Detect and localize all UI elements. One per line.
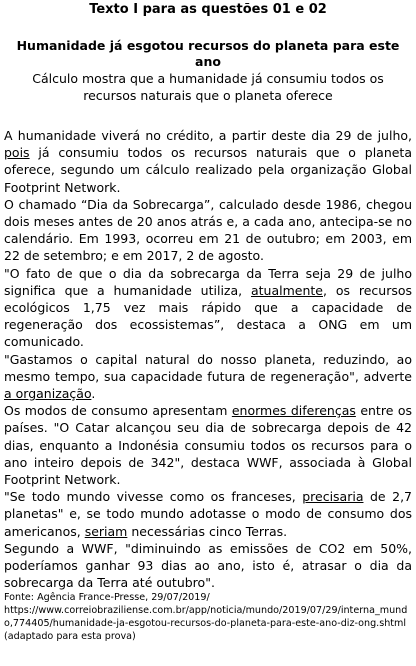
underlined-word-precisaria: precisaria [302,489,364,505]
source-citation [4,591,412,643]
article-body [4,127,412,643]
source-url: https://www.correiobraziliense.com.br/app/noticia/mundo/2019/07/29/interna_mundo,774405/humanidade-ja-esgotou-recursos-do-planeta-para-este-ano-diz-ong.shtml (adaptado para esta prova) [4,605,408,643]
section-heading: Texto I para as questões 01 e 02 [89,2,327,17]
paragraph-1: A humanidade viverá no crédito, a partir deste dia 29 de julho, pois já consumiu todos os recursos naturais que o planeta oferece, segundo um cálculo realizado pela organização Global Footprint Network. [4,128,412,195]
article-subtitle: Cálculo mostra que a humanidade já consumiu todos os recursos naturais que o planeta oferece [32,71,384,103]
paragraph-7: Segundo a WWF, "diminuindo as emissões de CO2 em 50%, poderíamos ganhar 93 dias ao ano, isto é, atrasar o dia da sobrecarga da Terra até outubro". [4,540,412,591]
underlined-phrase-enormes-diferencas: enormes diferenças [231,403,356,419]
paragraph-4: "Gastamos o capital natural do nosso planeta, reduzindo, ao mesmo tempo, sua capacidade futura de regeneração", adverte a organização. [4,351,412,402]
document-page [0,2,416,666]
article-header [4,38,412,104]
paragraph-3: "O fato de que o dia da sobrecarga da Terra seja 29 de julho significa que a humanidade utiliza, atualmente, os recursos ecológicos 1,75 vez mais rápido que a capacidade de regeneração dos ecossistemas”, destaca a ONG em um comunicado. [4,265,413,350]
underlined-word-seriam: seriam [84,523,128,539]
source-line: Fonte: Agência France-Presse, 29/07/2019/ [4,592,210,604]
paragraph-6: "Se todo mundo vivesse como os franceses, precisaria de 2,7 planetas" e, se todo mundo adotasse o modo de consumo dos americanos, seriam necessárias cinco Terras. [4,489,412,539]
underlined-word-pois: pois [4,145,30,161]
underlined-phrase-a-organizacao: a organização [4,386,92,402]
paragraph-2: O chamado “Dia da Sobrecarga”, calculado desde 1986, chegou dois meses antes de 20 anos atrás e, a cada ano, antecipa-se no calendário. Em 1993, ocorreu em 21 de outubro; em 2003, em 22 de setembro; e em 2017, 2 de agosto. [4,196,412,264]
underlined-word-atualmente: atualmente [250,282,323,298]
article-title: Humanidade já esgotou recursos do planeta para este ano [16,38,400,69]
paragraph-5: Os modos de consumo apresentam enormes diferenças entre os países. "O Catar alcançou seu dia de sobrecarga depois de 42 dias, enquanto a Indonésia consumiu todos os recursos para o ano inteiro depois de 342", destaca WWF, associada à Global Footprint Network. [4,403,412,488]
